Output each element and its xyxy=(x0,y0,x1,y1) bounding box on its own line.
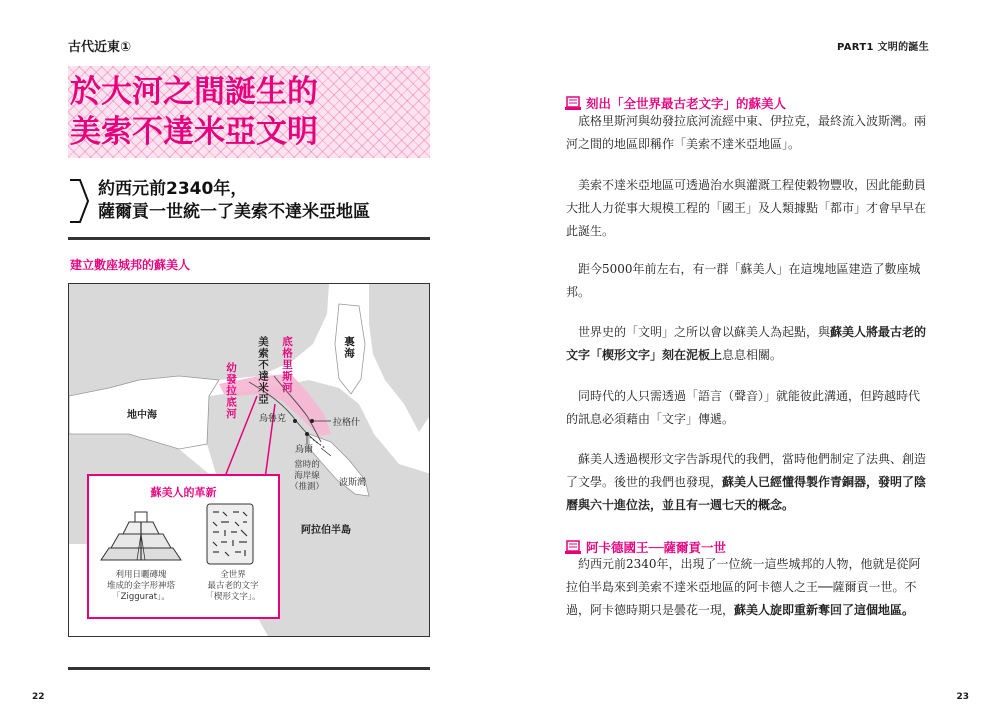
paragraph-4 xyxy=(566,321,930,367)
coastline-line-2: 海岸線 xyxy=(294,471,320,481)
coastline-note xyxy=(285,460,329,493)
tigris-label: 底格里斯河 xyxy=(281,336,293,394)
section-label: 建立數座城邦的蘇美人 xyxy=(70,258,191,272)
map-figure xyxy=(68,283,430,637)
ziggurat-caption-line-2: 堆成的金字形神塔 xyxy=(106,581,175,591)
inset-panel xyxy=(87,474,280,619)
paragraph-4-bold: 蘇美人將最古老的文字「楔形文字」刻在泥板上 xyxy=(566,325,927,362)
divider-bottom xyxy=(68,667,430,670)
chapter-label: 古代近東① xyxy=(68,40,132,55)
cuneiform-caption-line-1: 全世界 xyxy=(220,570,246,580)
subtitle-line-1: 約西元前2340年， xyxy=(98,179,248,199)
ziggurat-caption-line-1: 利用日曬磚塊 xyxy=(115,570,167,580)
lagash-label: 拉格什 xyxy=(333,418,361,428)
caspian-label: 裏海 xyxy=(343,336,355,359)
cuneiform-caption-line-2: 最古老的文字 xyxy=(207,581,259,591)
divider-top xyxy=(68,237,430,240)
paragraph-4-a: 世界史的「文明」之所以會以蘇美人為起點，與 xyxy=(578,325,831,339)
paragraph-2: 美索不達米亞地區可透過治水與灌溉工程使穀物豐收，因此能動員大批人力從事大規模工程的「國王」及人類據點「都市」才會早早在此誕生。 xyxy=(566,178,927,238)
cuneiform-caption xyxy=(193,570,273,603)
paragraph-7 xyxy=(566,553,930,622)
paragraph-6-bold: 蘇美人已經懂得製作青銅器，發明了陰曆與六十進位法，並且有一週七天的概念。 xyxy=(566,475,927,512)
paragraph-1: 底格里斯河與幼發拉底河流經中東、伊拉克，最終流入波斯灣。兩河之間的地區即稱作「美索不達米亞地區」。 xyxy=(566,114,927,151)
mesopotamia-label: 美索不達米亞 xyxy=(257,336,269,405)
chevron-icon xyxy=(68,178,90,224)
paragraph-5: 同時代的人只需透過「語言（聲音）」就能彼此溝通，但跨越時代的訊息必須藉由「文字」傳遞。 xyxy=(566,389,921,426)
heading-sumerians-text: 刻出「全世界最古老文字」的蘇美人 xyxy=(586,96,787,111)
scroll-icon xyxy=(564,95,582,111)
ziggurat-icon xyxy=(97,504,185,564)
page-title xyxy=(70,72,318,152)
heading-sargon-text: 阿卡德國王──薩爾貢一世 xyxy=(586,540,727,555)
subtitle-line-2: 薩爾貢一世統一了美索不達米亞地區 xyxy=(98,202,370,222)
page-number-right: 23 xyxy=(956,692,969,702)
coastline-line-1: 當時的 xyxy=(294,460,320,470)
part-label: PART1 文明的誕生 xyxy=(837,42,929,53)
coastline-line-3: （推測） xyxy=(289,482,324,492)
ur-label: 烏爾 xyxy=(295,445,314,455)
page-number-left: 22 xyxy=(32,692,45,702)
uruk-label: 烏魯克 xyxy=(259,414,287,424)
paragraph-3: 距今5000年前左右，有一群「蘇美人」在這塊地區建造了數座城邦。 xyxy=(566,262,921,299)
title-line-1: 於大河之間誕生的 xyxy=(70,74,318,110)
title-line-2: 美索不達米亞文明 xyxy=(70,114,318,150)
ziggurat-caption xyxy=(91,570,191,603)
arabia-label: 阿拉伯半島 xyxy=(301,525,351,536)
cuneiform-caption-line-3: 「楔形文字」。 xyxy=(205,592,261,602)
persian-gulf-label: 波斯灣 xyxy=(339,478,367,488)
paragraph-6-a: 蘇美人透過楔形文字告訴現代的我們，當時他們制定了法典、創造了文學。後世的我們也發現， xyxy=(566,452,927,489)
paragraph-6 xyxy=(566,448,930,517)
inset-title: 蘇美人的革新 xyxy=(150,486,217,499)
euphrates-label: 幼發拉底河 xyxy=(225,362,237,420)
ziggurat-caption-line-3: 「Ziggurat」。 xyxy=(112,592,170,602)
paragraph-4-c: 息息相關。 xyxy=(722,348,783,362)
subtitle xyxy=(98,178,370,224)
cuneiform-tablet-icon xyxy=(205,502,255,566)
paragraph-7-a: 約西元前2340年，出現了一位統一這些城邦的人物，他就是從阿拉伯半島來到美索不達米亞地區的阿卡德人之王──薩爾貢一世。不過，阿卡德時期只是曇花一現， xyxy=(566,557,921,617)
mediterranean-label: 地中海 xyxy=(127,410,157,421)
paragraph-7-bold: 蘇美人旋即重新奪回了這個地區。 xyxy=(734,603,915,617)
